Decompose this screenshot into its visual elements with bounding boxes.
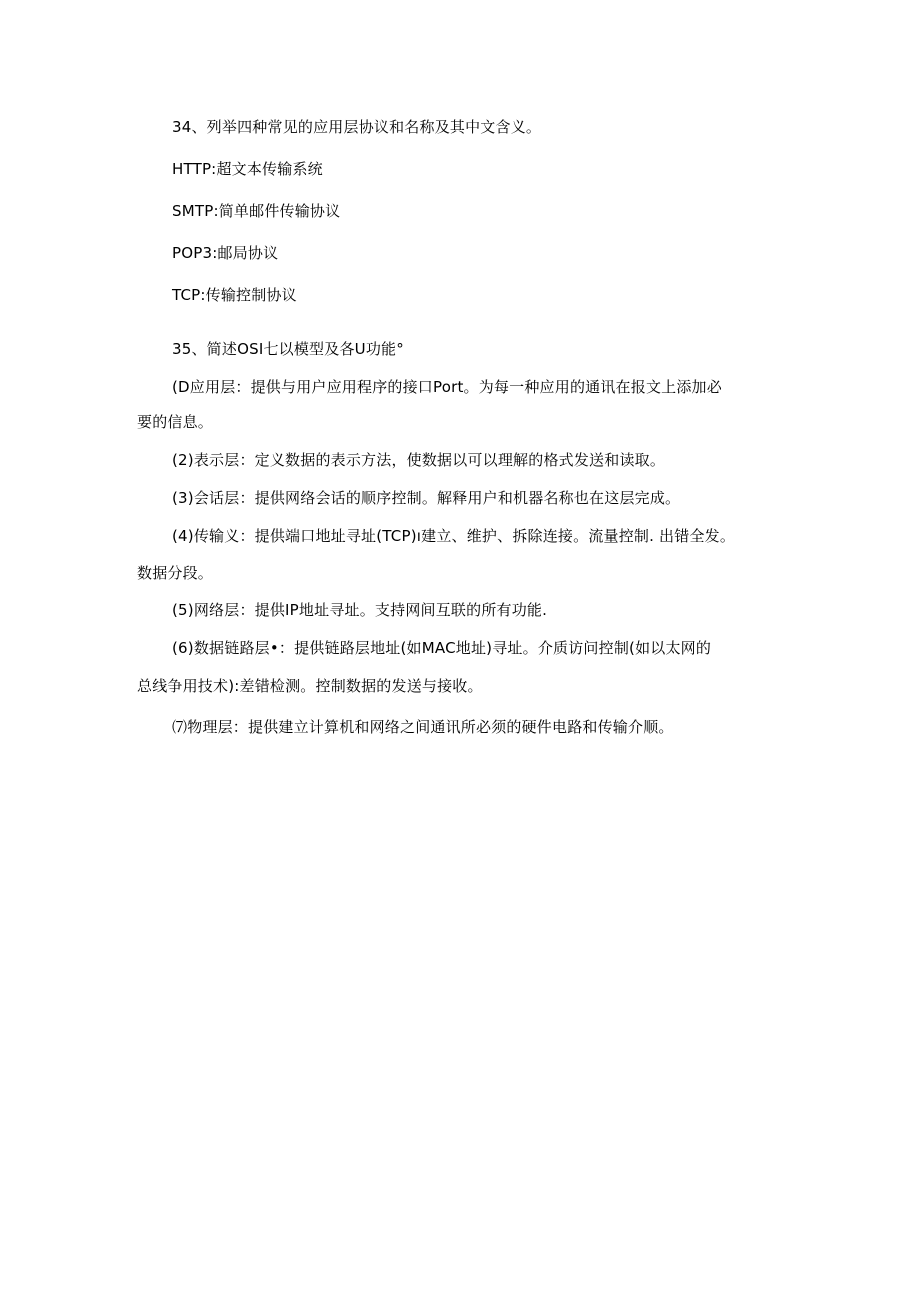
layer-presentation: (2)表示层：定义数据的表示方法，使数据以可以理解的格式发送和读取。 (172, 451, 666, 469)
layer-network: (5)网络层：提供IP地址寻址。支持网间互联的所有功能. (172, 601, 548, 619)
layer-application-line-1: (D应用层：提供与用户应用程序的接口Port。为每一种应用的通讯在报文上添加必 (172, 378, 722, 396)
layer-physical: ⑺物理层：提供建立计算机和网络之间通讯所必须的硬件电路和传输介顺。 (172, 718, 674, 736)
question-35-title: 35、简述OSI七以模型及各U功能° (172, 340, 404, 358)
layer-transport-line-1: (4)传输义：提供端口地址寻址(TCP)ı建立、维护、拆除连接。流量控制. 出错全发。 (172, 527, 736, 545)
layer-data-link-line-1: (6)数据链路层•：提供链路层地址(如MAC地址)寻址。介质访问控制(如以太网的 (172, 639, 712, 657)
protocol-item-pop3: POP3:邮局协议 (172, 244, 279, 262)
protocol-item-tcp: TCP:传输控制协议 (172, 286, 297, 304)
protocol-item-smtp: SMTP:简单邮件传输协议 (172, 202, 341, 220)
question-34-title: 34、列举四种常见的应用层协议和名称及其中文含义。 (172, 118, 542, 136)
layer-data-link-line-2: 总线争用技术):差错检测。控制数据的发送与接收。 (137, 677, 483, 695)
layer-application-line-2: 要的信息。 (137, 413, 214, 431)
layer-transport-line-2: 数据分段。 (137, 564, 214, 582)
protocol-item-http: HTTP:超文本传输系统 (172, 160, 323, 178)
layer-session: (3)会话层：提供网络会话的顺序控制。解释用户和机器名称也在这层完成。 (172, 489, 681, 507)
